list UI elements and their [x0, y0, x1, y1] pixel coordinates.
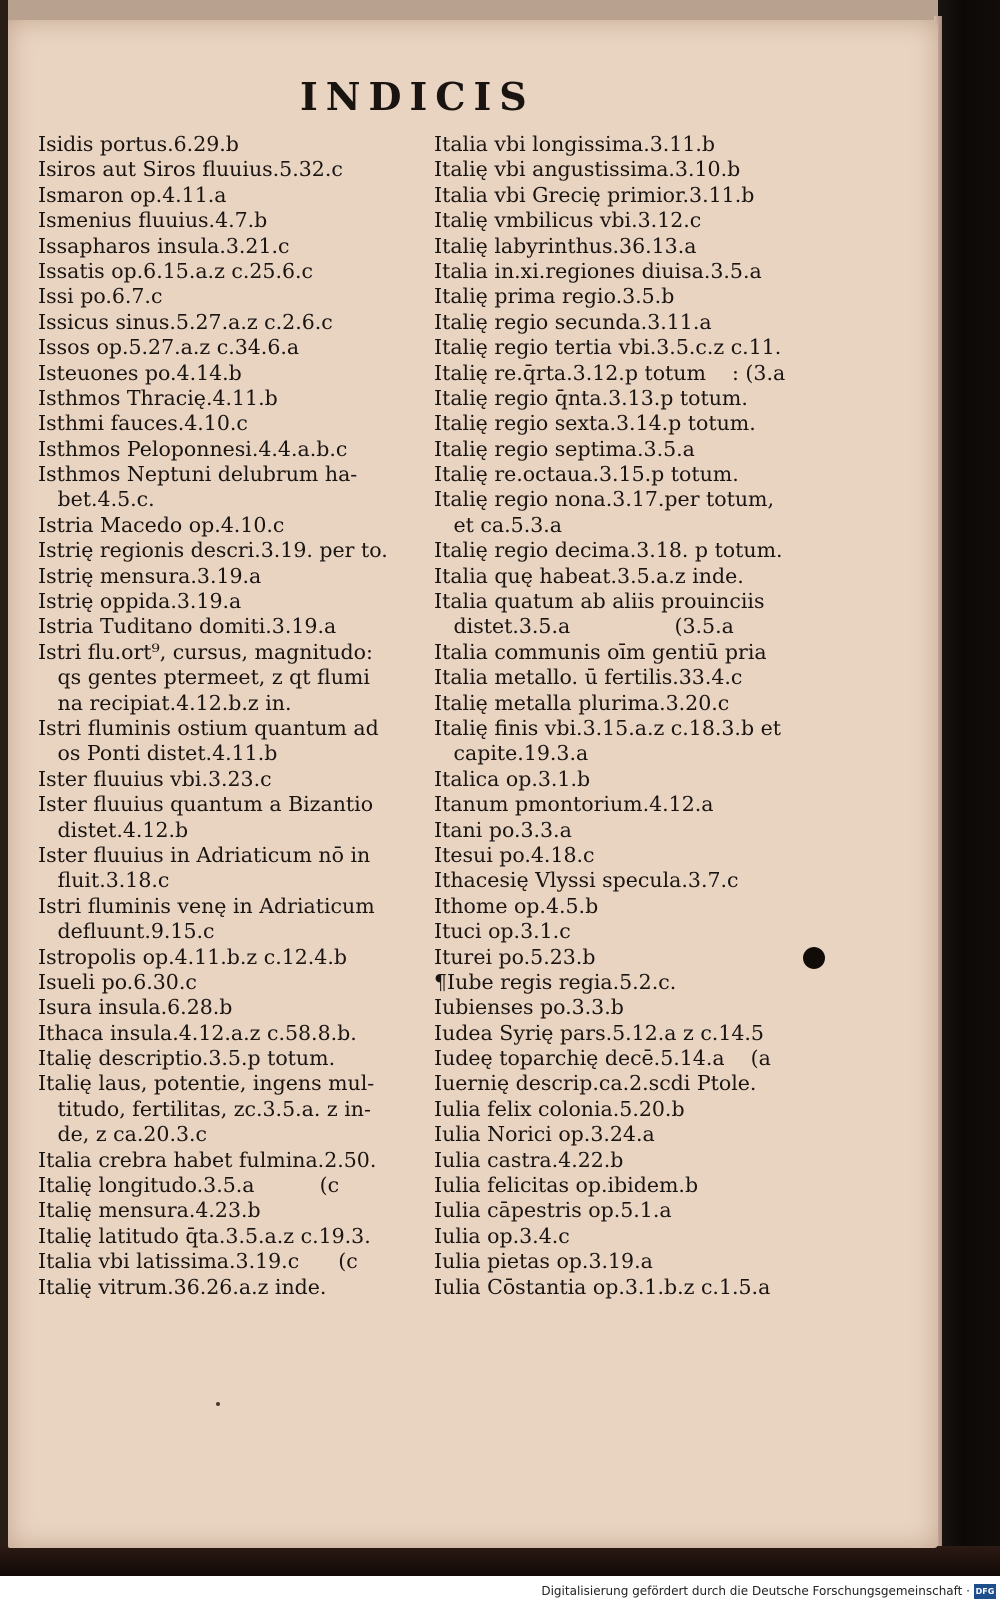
- funding-credit: Digitalisierung gefördert durch die Deutsche Forschungsgemeinschaft ·: [541, 1584, 970, 1598]
- index-entry: Issos op.5.27.a.z c.34.6.a: [38, 335, 300, 360]
- index-entry: Italia quatum ab aliis prouinciis: [434, 589, 765, 614]
- index-entry: Iulia Norici op.3.24.a: [434, 1122, 655, 1147]
- index-entry: fluit.3.18.c: [38, 868, 170, 893]
- index-entry: Ithacesię Vlyssi specula.3.7.c: [434, 868, 739, 893]
- index-entry: Iudeę toparchię decē.5.14.a (a: [434, 1046, 771, 1071]
- index-entry: defluunt.9.15.c: [38, 919, 215, 944]
- index-entry: Iulia Cōstantia op.3.1.b.z c.1.5.a: [434, 1274, 771, 1299]
- index-entry: Iubienses po.3.3.b: [434, 995, 624, 1020]
- index-entry: Isteuones po.4.14.b: [38, 360, 242, 385]
- index-entry: Istri fluminis ostium quantum ad: [38, 715, 379, 740]
- index-entry: Italię regio septima.3.5.a: [434, 436, 695, 461]
- index-entry: Iulia castra.4.22.b: [434, 1147, 624, 1172]
- index-entry: Isura insula.6.28.b: [38, 995, 233, 1020]
- left-index-column: [38, 132, 438, 1300]
- index-entry: Ithome op.4.5.b: [434, 893, 599, 918]
- index-entry: Isthmos Thracię.4.11.b: [38, 385, 278, 410]
- index-entry: Iulia op.3.4.c: [434, 1223, 570, 1248]
- index-entry: Ituci op.3.1.c: [434, 919, 571, 944]
- index-entry: Italia metallo. ū fertilis.33.4.c: [434, 665, 743, 690]
- index-entry: Ister fluuius quantum a Bizantio: [38, 792, 374, 817]
- index-entry: Issatis op.6.15.a.z c.25.6.c: [38, 258, 314, 283]
- index-entry: Italię regio q̄nta.3.13.p totum.: [434, 385, 748, 410]
- index-entry: Istrię mensura.3.19.a: [38, 563, 262, 588]
- index-entry: Isiros aut Siros fluuius.5.32.c: [38, 157, 343, 182]
- index-entry: Italię prima regio.3.5.b: [434, 284, 675, 309]
- index-entry: Italię mensura.4.23.b: [38, 1198, 261, 1223]
- index-entry: bet.4.5.c.: [38, 487, 155, 512]
- index-entry: Iuernię descrip.ca.2.scdi Ptole.: [434, 1071, 757, 1096]
- index-entry: Italia quę habeat.3.5.a.z inde.: [434, 563, 744, 588]
- index-entry: Iulia felicitas op.ibidem.b: [434, 1173, 699, 1198]
- index-entry: Italię regio decima.3.18. p totum.: [434, 538, 783, 563]
- index-entry: Italię re.q̄rta.3.12.p totum : (3.a: [434, 360, 786, 385]
- index-entry: Italię regio nona.3.17.per totum,: [434, 487, 774, 512]
- index-entry: Italia vbi Grecię primior.3.11.b: [434, 182, 755, 207]
- index-entry: os Ponti distet.4.11.b: [38, 741, 278, 766]
- index-entry: Istrię regionis descri.3.19. per to.: [38, 538, 388, 563]
- index-entry: Italię latitudo q̄ta.3.5.a.z c.19.3.: [38, 1223, 371, 1248]
- running-header: INDICIS: [300, 74, 535, 119]
- index-entry: Italię laus, potentie, ingens mul-: [38, 1071, 375, 1096]
- index-entry: Italię regio secunda.3.11.a: [434, 309, 712, 334]
- index-entry: Istrię oppida.3.19.a: [38, 589, 242, 614]
- index-entry: Ithaca insula.4.12.a.z c.58.8.b.: [38, 1020, 357, 1045]
- index-entry: Isthmi fauces.4.10.c: [38, 411, 248, 436]
- index-entry: Italia communis oīm gentiū pria: [434, 639, 767, 664]
- index-entry: Isueli po.6.30.c: [38, 969, 197, 994]
- index-entry: Itani po.3.3.a: [434, 817, 572, 842]
- index-entry: Isthmos Neptuni delubrum ha-: [38, 462, 358, 487]
- index-entry: Italię re.octaua.3.15.p totum.: [434, 462, 739, 487]
- index-entry: Istria Tuditano domiti.3.19.a: [38, 614, 337, 639]
- left-binding-shadow: [0, 0, 8, 1576]
- index-entry: Istri flu.ort⁹, cursus, magnitudo:: [38, 639, 373, 664]
- index-entry: Italię regio sexta.3.14.p totum.: [434, 411, 756, 436]
- index-entry: Iulia pietas op.3.19.a: [434, 1249, 653, 1274]
- index-entry: Istria Macedo op.4.10.c: [38, 512, 285, 537]
- index-entry: Ister fluuius vbi.3.23.c: [38, 766, 272, 791]
- index-entry: na recipiat.4.12.b.z in.: [38, 690, 292, 715]
- dfg-logo: DFG: [974, 1584, 996, 1599]
- index-entry: Iudea Syrię pars.5.12.a z c.14.5: [434, 1020, 764, 1045]
- index-entry: Italica op.3.1.b: [434, 766, 591, 791]
- index-entry: Italię longitudo.3.5.a (c: [38, 1173, 340, 1198]
- index-entry: Italię vmbilicus vbi.3.12.c: [434, 208, 702, 233]
- index-entry: Isthmos Peloponnesi.4.4.a.b.c: [38, 436, 348, 461]
- index-entry: Italia in.xi.regiones diuisa.3.5.a: [434, 258, 762, 283]
- index-entry: Itesui po.4.18.c: [434, 842, 595, 867]
- index-entry: distet.4.12.b: [38, 817, 189, 842]
- index-entry: Isidis portus.6.29.b: [38, 132, 239, 156]
- index-entry: distet.3.5.a (3.5.a: [434, 614, 734, 639]
- right-index-column: [434, 132, 834, 1300]
- index-entry: Iulia cāpestris op.5.1.a: [434, 1198, 672, 1223]
- index-entry: Italię vbi angustissima.3.10.b: [434, 157, 741, 182]
- index-entry: Issapharos insula.3.21.c: [38, 233, 290, 258]
- right-scan-border: [938, 0, 1000, 1576]
- index-entry: Italia crebra habet fulmina.2.50.: [38, 1147, 377, 1172]
- index-entry: Issicus sinus.5.27.a.z c.2.6.c: [38, 309, 333, 334]
- index-entry: Italię metalla plurima.3.20.c: [434, 690, 730, 715]
- index-entry: et ca.5.3.a: [434, 512, 562, 537]
- bottom-scan-border: [0, 1546, 1000, 1576]
- index-entry: Istropolis op.4.11.b.z c.12.4.b: [38, 944, 347, 969]
- index-entry: Italia vbi longissima.3.11.b: [434, 132, 716, 156]
- index-entry: Istri fluminis venę in Adriaticum: [38, 893, 375, 918]
- index-entry: ¶Iube regis regia.5.2.c.: [434, 969, 677, 994]
- index-entry: Ister fluuius in Adriaticum nō in: [38, 842, 371, 867]
- ink-blot: [803, 947, 825, 969]
- index-entry: Ismenius fluuius.4.7.b: [38, 208, 268, 233]
- index-entry: Ismaron op.4.11.a: [38, 182, 227, 207]
- index-entry: Italię labyrinthus.36.13.a: [434, 233, 697, 258]
- index-entry: Italię vitrum.36.26.a.z inde.: [38, 1274, 327, 1299]
- index-entry: titudo, fertilitas, zc.3.5.a. z in-: [38, 1096, 371, 1121]
- index-entry: Italię regio tertia vbi.3.5.c.z c.11.: [434, 335, 782, 360]
- index-entry: Italia vbi latissima.3.19.c (c: [38, 1249, 358, 1274]
- index-entry: Iturei po.5.23.b: [434, 944, 596, 969]
- index-entry: qs gentes ptermeet, z qt flumi: [38, 665, 370, 690]
- index-entry: capite.19.3.a: [434, 741, 589, 766]
- index-entry: Italię finis vbi.3.15.a.z c.18.3.b et: [434, 715, 781, 740]
- index-entry: Iulia felix colonia.5.20.b: [434, 1096, 685, 1121]
- index-entry: Itanum pmontorium.4.12.a: [434, 792, 714, 817]
- index-entry: Issi po.6.7.c: [38, 284, 163, 309]
- index-entry: Italię descriptio.3.5.p totum.: [38, 1046, 336, 1071]
- paper-speck: [216, 1402, 220, 1406]
- footer-bar: [0, 1576, 1000, 1604]
- index-entry: de, z ca.20.3.c: [38, 1122, 208, 1147]
